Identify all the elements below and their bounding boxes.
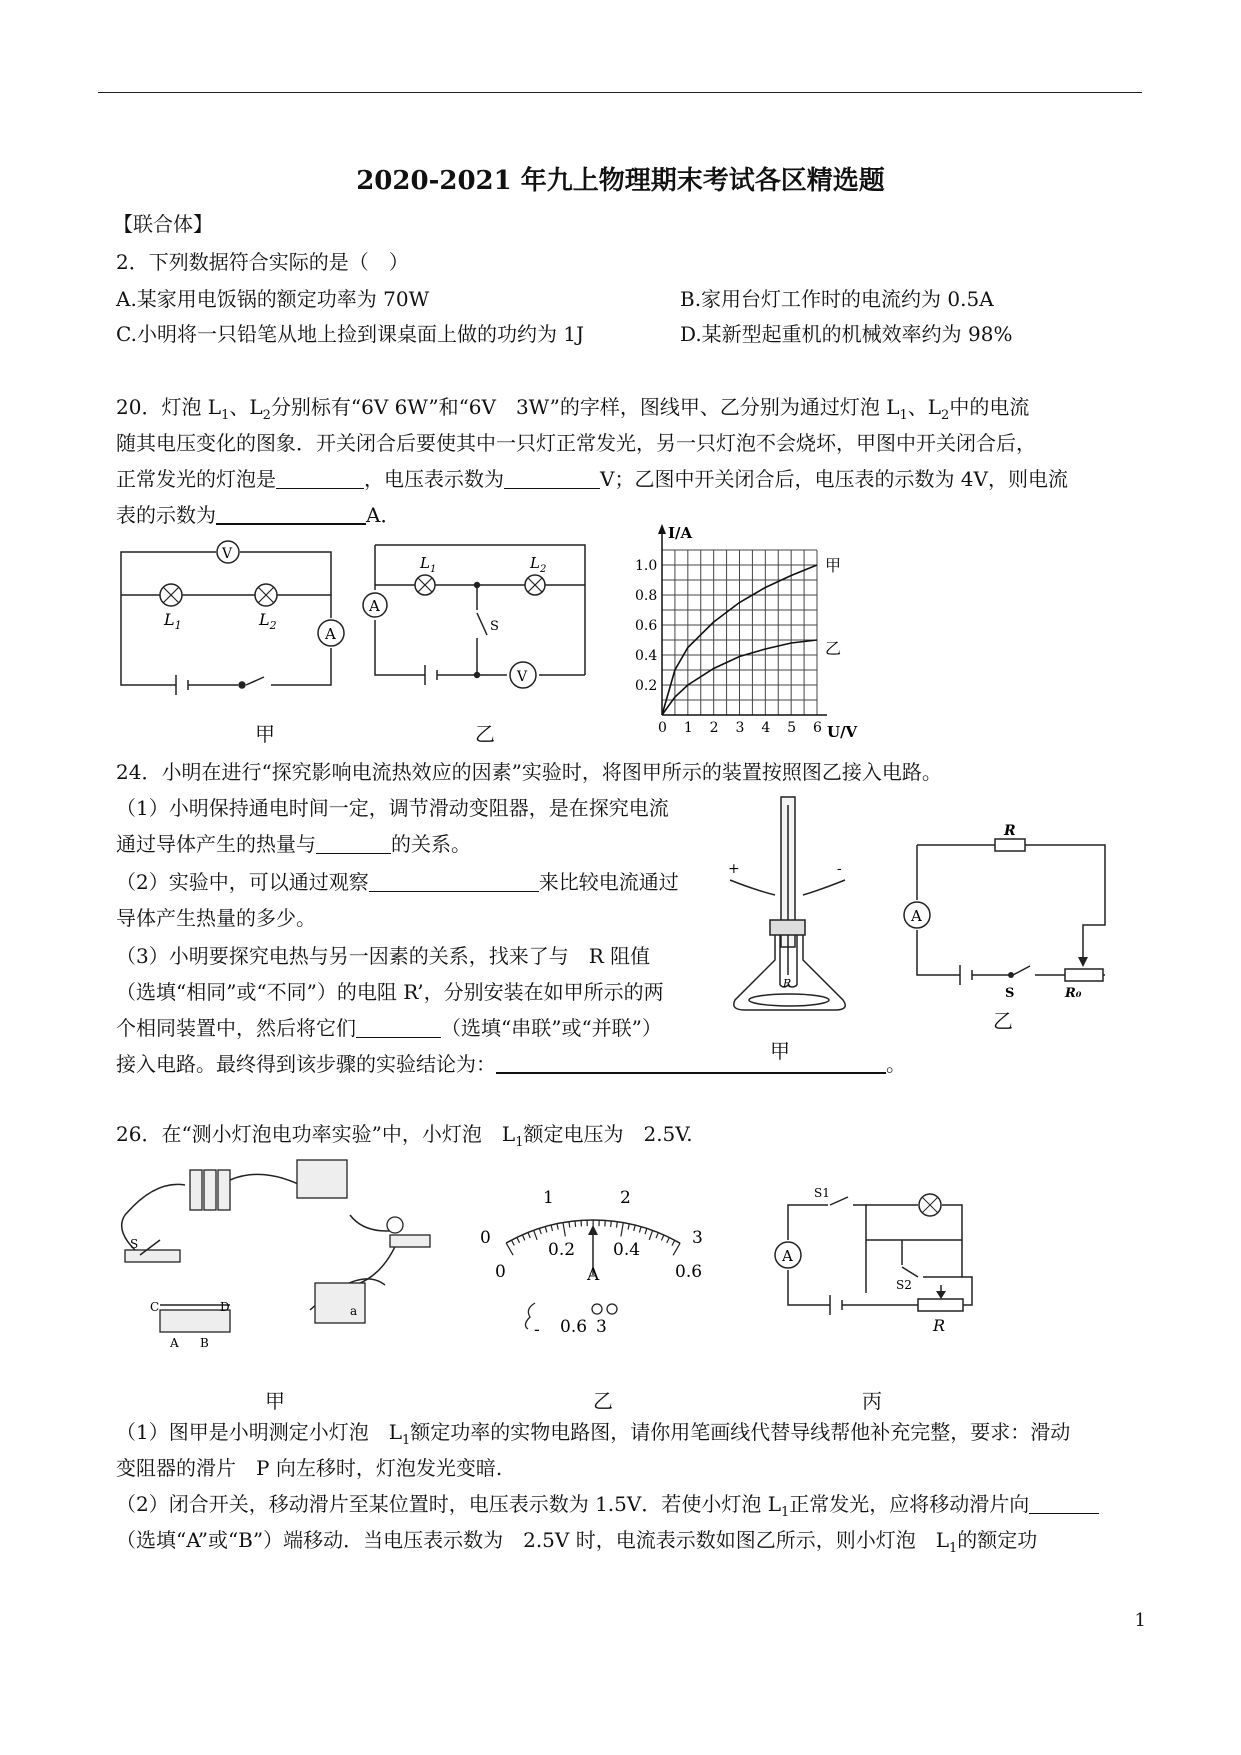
x-tick-label: 5 bbox=[787, 720, 797, 736]
q2-stem: 2．下列数据符合实际的是（ ） bbox=[116, 250, 409, 274]
lamp-l1-label: $L_1$ bbox=[420, 554, 437, 575]
q2-option-d: D.某新型起重机的机械效率约为 98% bbox=[680, 322, 1013, 346]
positive-terminal-label: + bbox=[728, 861, 740, 877]
voltmeter-symbol: V bbox=[517, 669, 528, 685]
header-rule bbox=[98, 92, 1142, 93]
heating-circuit-diagram bbox=[905, 825, 1120, 1000]
page-number: 1 bbox=[1134, 1610, 1146, 1631]
q2-option-a: A.某家用电饭锅的额定功率为 70W bbox=[116, 287, 430, 311]
terminal-minus-label: - bbox=[534, 1320, 540, 1340]
dial-tick bbox=[639, 1227, 641, 1233]
y-tick-label: 0.6 bbox=[635, 618, 658, 634]
fig-caption-yi: 乙 bbox=[993, 1009, 1013, 1033]
q2-option-c: C.小明将一只铅笔从地上捡到课桌面上做的功约为 1J bbox=[116, 322, 585, 346]
voltmeter-symbol: V bbox=[222, 546, 233, 562]
ammeter-symbol: A bbox=[325, 625, 336, 643]
dial-top-label: 1 bbox=[543, 1188, 554, 1208]
x-axis-label: U/V bbox=[827, 723, 858, 741]
dial-tick bbox=[569, 1222, 570, 1228]
x-tick-label: 2 bbox=[709, 720, 719, 736]
ammeter-symbol: A bbox=[911, 907, 922, 925]
wire-a-label: a bbox=[350, 1304, 358, 1318]
lamp-l2-label: $L_2$ bbox=[259, 610, 277, 632]
answer-blank[interactable] bbox=[504, 468, 600, 489]
terminal-b-label: B bbox=[200, 1336, 209, 1350]
fig-caption-jia: 甲 bbox=[265, 1389, 285, 1413]
switch-s2-label: S2 bbox=[896, 1278, 912, 1292]
ammeter-symbol: A bbox=[369, 597, 380, 615]
dial-tick bbox=[673, 1243, 680, 1255]
dial-tick bbox=[575, 1221, 576, 1227]
q24-p3-line4: 接入电路。最终得到该步骤的实验结论为： 。 bbox=[116, 1052, 906, 1076]
terminal-c-label: C bbox=[150, 1300, 160, 1314]
ammeter-dial-diagram bbox=[470, 1185, 720, 1355]
dial-tick bbox=[539, 1228, 541, 1234]
q24-p2-line2: 导体产生热量的多少。 bbox=[116, 906, 316, 930]
switch-s1-label: S1 bbox=[814, 1186, 830, 1200]
answer-blank[interactable] bbox=[496, 1052, 886, 1074]
dial-tick bbox=[649, 1230, 652, 1239]
dial-tick bbox=[672, 1240, 675, 1245]
q26-stem: 26．在“测小灯泡电功率实验”中，小灯泡 $L_1$额定电压为 2.5V. bbox=[116, 1122, 693, 1150]
dial-top-label: 0 bbox=[480, 1228, 491, 1248]
answer-blank[interactable] bbox=[1029, 1493, 1099, 1514]
ammeter-symbol: A bbox=[782, 1247, 793, 1265]
circuit-diagram-yi bbox=[365, 535, 595, 735]
q26-p1-line1: （1）图甲是小明测定小灯泡 $L_1$额定功率的实物电路图，请你用笔画线代替导线帮他补充完整，要求：滑动 bbox=[116, 1420, 1071, 1448]
q26-p1-line2: 变阻器的滑片 P 向左移时，灯泡发光变暗. bbox=[116, 1456, 503, 1480]
q24-p3-line3: 个相同装置中，然后将它们 （选填“串联”或“并联”） bbox=[116, 1016, 662, 1040]
dial-tick bbox=[551, 1225, 552, 1231]
fig-caption-jia: 甲 bbox=[770, 1039, 790, 1063]
rheostat-label: R₀ bbox=[1065, 986, 1082, 1001]
answer-blank[interactable] bbox=[316, 833, 391, 854]
fig-caption-yi: 乙 bbox=[593, 1389, 613, 1413]
dial-tick bbox=[667, 1238, 670, 1243]
dial-tick bbox=[534, 1230, 537, 1239]
x-tick-label: 4 bbox=[761, 720, 771, 736]
dial-bottom-label: 0.2 bbox=[548, 1240, 576, 1260]
x-tick-label: 0 bbox=[658, 720, 667, 736]
dial-tick bbox=[528, 1233, 530, 1239]
dial-tick bbox=[557, 1224, 558, 1230]
section-label: 【联合体】 bbox=[113, 212, 213, 236]
dial-unit-label: A bbox=[587, 1265, 600, 1285]
terminal-a-label: A bbox=[170, 1336, 179, 1350]
rheostat-label: R bbox=[933, 1316, 946, 1335]
fig-caption-bing: 丙 bbox=[862, 1389, 882, 1413]
answer-blank[interactable] bbox=[356, 1017, 441, 1038]
lamp-l1-label: $L_1$ bbox=[164, 610, 182, 632]
dial-tick bbox=[506, 1243, 513, 1255]
x-tick-label: 6 bbox=[813, 720, 822, 736]
dial-tick bbox=[634, 1225, 635, 1231]
x-tick-label: 1 bbox=[683, 720, 693, 736]
dial-tick bbox=[611, 1221, 612, 1227]
q24-p3-line1: （3）小明要探究电热与另一因素的关系，找来了与 R 阻值 bbox=[116, 944, 651, 968]
x-tick-label: 3 bbox=[735, 720, 745, 736]
negative-terminal-label: - bbox=[837, 861, 842, 877]
lamp-l2-label: $L_2$ bbox=[530, 554, 547, 575]
dial-tick bbox=[661, 1235, 663, 1240]
dial-bottom-label: 0 bbox=[495, 1262, 506, 1282]
dial-tick bbox=[563, 1223, 565, 1237]
page-title: 2020-2021 年九上物理期末考试各区精选题 bbox=[356, 166, 885, 196]
dial-tick bbox=[621, 1223, 623, 1237]
terminal-d-label: D bbox=[220, 1300, 230, 1314]
resistor-r-label: R bbox=[1004, 823, 1016, 839]
q24-p1-line2: 通过导体产生的热量与 的关系。 bbox=[116, 832, 471, 856]
y-tick-label: 0.4 bbox=[635, 648, 658, 664]
dial-bottom-label: 0.6 bbox=[675, 1262, 703, 1282]
switch-label: S bbox=[490, 619, 499, 634]
dial-tick bbox=[616, 1222, 617, 1228]
dial-bottom-label: 0.4 bbox=[613, 1240, 641, 1260]
y-tick-label: 0.8 bbox=[635, 588, 658, 604]
series-label: 甲 bbox=[825, 556, 842, 575]
q24-stem: 24．小明在进行“探究影响电流热效应的因素”实验时，将图甲所示的装置按照图乙接入电路。 bbox=[116, 760, 942, 784]
q20-line3: 正常发光的灯泡是 ，电压表示数为 V；乙图中开关闭合后，电压表的示数为 4V，则电流 bbox=[116, 467, 1068, 491]
dial-top-label: 2 bbox=[620, 1188, 631, 1208]
series-label: 乙 bbox=[825, 639, 842, 658]
y-tick-label: 0.2 bbox=[635, 678, 658, 694]
fig-caption-jia: 甲 bbox=[255, 722, 275, 746]
switch-label: S bbox=[130, 1237, 139, 1251]
dial-tick bbox=[545, 1227, 547, 1233]
answer-blank[interactable] bbox=[369, 871, 539, 892]
flask-apparatus-diagram bbox=[725, 795, 895, 1035]
iv-chart bbox=[620, 524, 858, 745]
y-tick-label: 1.0 bbox=[635, 558, 658, 574]
fig-caption-yi: 乙 bbox=[475, 722, 495, 746]
answer-blank[interactable] bbox=[276, 468, 364, 489]
switch-label: S bbox=[1005, 986, 1015, 1001]
q20-line1: 20．灯泡 $L_1$、$L_2$分别标有“6V 6W”和“6V 3W”的字样，图线甲、乙分别为通过灯泡 $L_1$、$L_2$中的电流 bbox=[116, 395, 1030, 423]
q24-p1-line1: （1）小明保持通电时间一定，调节滑动变阻器，是在探究电流 bbox=[116, 796, 669, 820]
answer-blank[interactable] bbox=[216, 503, 366, 525]
dial-top-label: 3 bbox=[692, 1228, 703, 1248]
dial-tick bbox=[645, 1228, 647, 1234]
y-axis-arrow bbox=[658, 524, 666, 534]
dial-tick bbox=[517, 1237, 520, 1242]
y-axis-label: I/A bbox=[668, 524, 693, 542]
q24-p2-line1: （2）实验中，可以通过观察 来比较电流通过 bbox=[116, 870, 679, 894]
dial-tick bbox=[511, 1240, 514, 1245]
q26-p3-line1: （选填“A”或“B”）端移动．当电压表示数为 2.5V 时，电流表示数如图乙所示，则小灯泡 $L_1$的额定功 bbox=[116, 1528, 1038, 1556]
terminal-06-label: 0.6 bbox=[560, 1317, 588, 1337]
dial-tick bbox=[522, 1235, 524, 1240]
q24-p3-line2: （选填“相同”或“不同”）的电阻 R’，分别安装在如甲所示的两 bbox=[116, 980, 664, 1004]
resistor-label: R bbox=[783, 977, 792, 990]
dial-tick bbox=[656, 1233, 658, 1239]
q20-line4: 表的示数为 A． bbox=[116, 503, 401, 527]
circuit-diagram-jia bbox=[116, 535, 356, 735]
q20-line2: 随其电压变化的图象．开关闭合后要使其中一只灯正常发光，另一只灯泡不会烧坏，甲图中开关闭合后， bbox=[116, 431, 1036, 455]
dial-tick bbox=[628, 1224, 629, 1230]
terminal-3-label: 3 bbox=[596, 1317, 607, 1337]
physical-circuit-diagram bbox=[115, 1155, 435, 1350]
q2-option-b: B.家用台灯工作时的电流约为 0.5A bbox=[680, 287, 994, 311]
q26-p2-line1: （2）闭合开关，移动滑片至某位置时，电压表示数为 1.5V．若使小灯泡 $L_1$正常发光，应将移动滑片向 bbox=[116, 1492, 1099, 1521]
lamp-circuit-diagram-bing bbox=[768, 1185, 988, 1345]
